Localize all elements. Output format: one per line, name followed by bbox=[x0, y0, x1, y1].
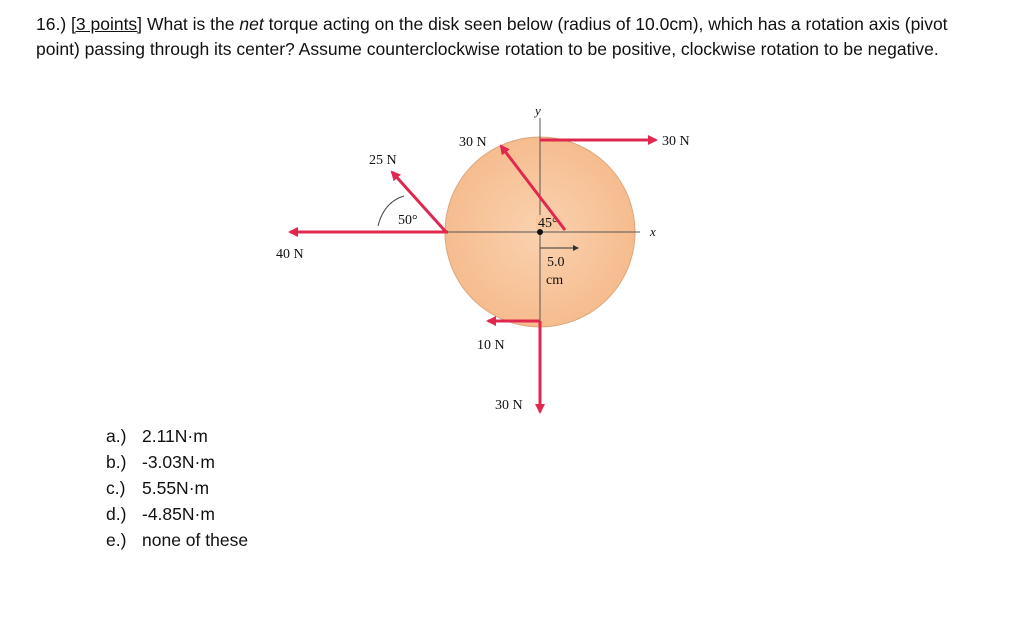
choice-text: -3.03N·m bbox=[142, 452, 215, 472]
choice-letter: b.) bbox=[106, 452, 127, 472]
choice-a[interactable] bbox=[106, 423, 248, 449]
y-axis-label: y bbox=[535, 103, 541, 118]
question-text-part-1: What is the bbox=[146, 14, 235, 34]
angle-50-label: 50° bbox=[398, 213, 418, 228]
question-text-part-2: torque acting on the disk seen below (radius of 10.0cm), which has a rotation axis (pivot point) passing through its center? Assume counterclockwise rotation to be positive, clockwise rotation to be negative. bbox=[36, 14, 948, 59]
choice-b[interactable] bbox=[106, 449, 248, 475]
choice-d[interactable] bbox=[106, 501, 248, 527]
force-label-top-diagonal: 30 N bbox=[459, 135, 487, 150]
points-label: [3 points] bbox=[71, 14, 143, 34]
force-label-top-right: 30 N bbox=[662, 134, 690, 149]
distance-unit: cm bbox=[546, 273, 564, 288]
answer-choices bbox=[106, 423, 248, 553]
choice-letter: c.) bbox=[106, 478, 126, 498]
question-emphasis: net bbox=[239, 14, 264, 34]
choice-text: none of these bbox=[142, 530, 249, 550]
distance-value: 5.0 bbox=[547, 255, 565, 270]
question-number: 16.) bbox=[36, 14, 67, 34]
choice-letter: e.) bbox=[106, 530, 127, 550]
force-label-bottom-left: 10 N bbox=[477, 338, 505, 353]
choice-text: -4.85N·m bbox=[142, 504, 215, 524]
choice-e[interactable] bbox=[106, 527, 248, 553]
angle-45-label: 45° bbox=[538, 216, 558, 231]
choice-text: 5.55N·m bbox=[142, 478, 210, 498]
choice-text: 2.11N·m bbox=[142, 426, 208, 446]
choice-letter: a.) bbox=[106, 426, 127, 446]
force-label-left: 40 N bbox=[276, 247, 304, 262]
x-axis-label: x bbox=[650, 224, 656, 239]
choice-c[interactable] bbox=[106, 475, 248, 501]
choice-letter: d.) bbox=[106, 504, 127, 524]
force-label-bottom-down: 30 N bbox=[495, 398, 523, 413]
force-label-upper-left: 25 N bbox=[369, 153, 397, 168]
